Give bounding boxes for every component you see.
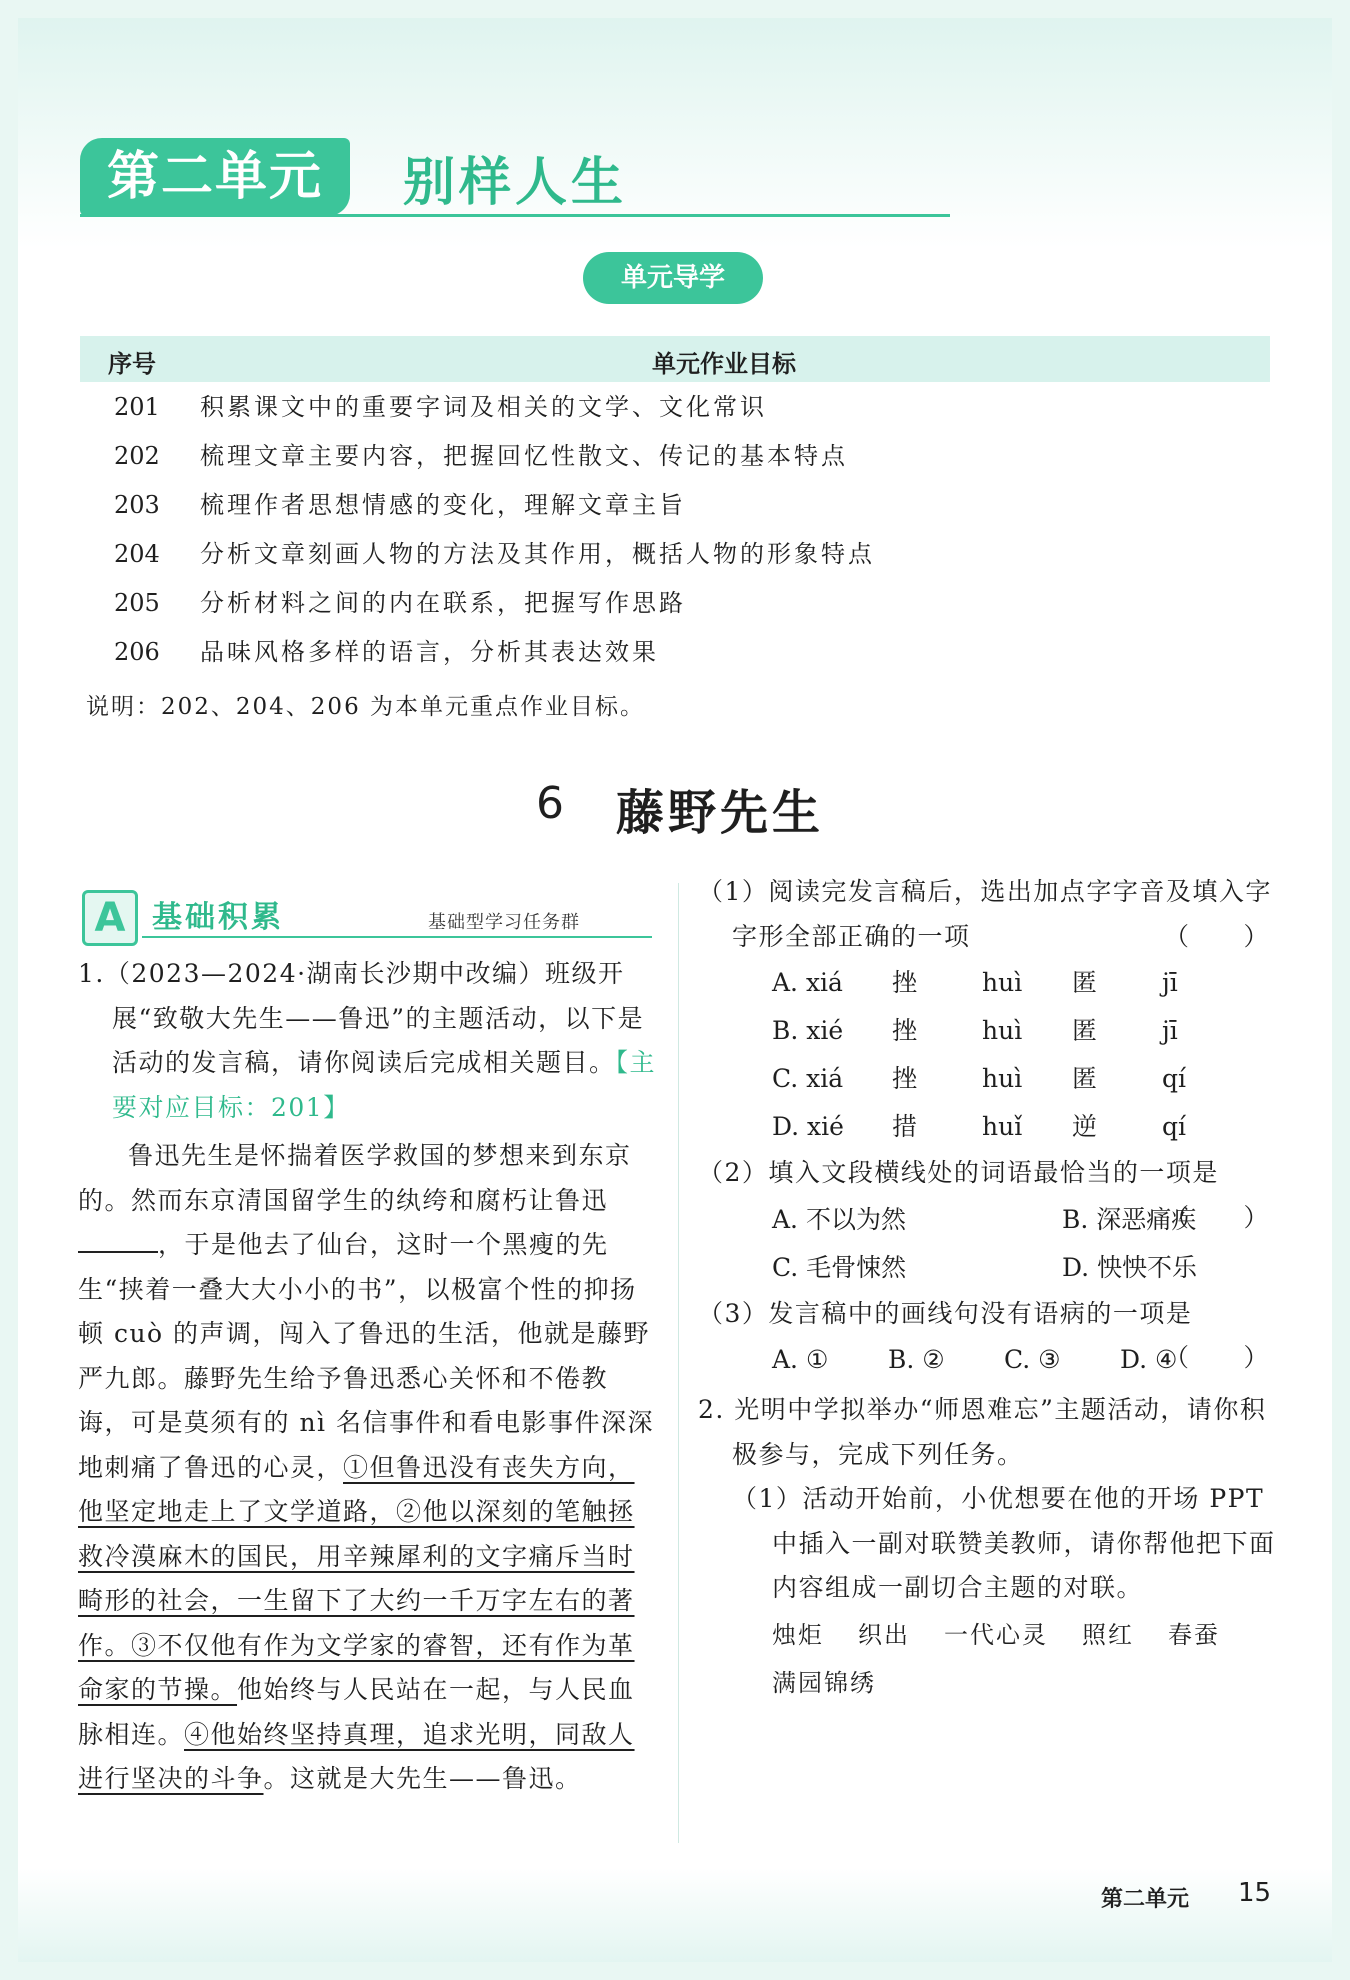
option-cell: huì [982, 1016, 1023, 1045]
footer-unit: 第二单元 [1101, 1887, 1190, 1912]
unit-badge: 第二单元 [80, 138, 350, 216]
column-divider [678, 883, 679, 1843]
fill-blank[interactable] [78, 1229, 158, 1253]
option-cell: huì [982, 1064, 1023, 1093]
couplet-word: 满园锦绣 [772, 1668, 876, 1697]
question-2-subquestion-1: （1）活动开始前，小优想要在他的开场 PPT 中插入一副对联赞美教师，请你帮他把下面内容组成一副切合主题的对联。 [732, 1484, 1276, 1602]
option-cell: huì [982, 968, 1023, 997]
underlined-sentence-1: ①但鲁迅没有丧失方向，他坚定地走上了文学道路， [78, 1452, 635, 1526]
section-subtitle: 基础型学习任务群 [428, 912, 580, 933]
option-grid [698, 1336, 1198, 1384]
table-row [80, 580, 1080, 626]
unit-title: 别样人生 [403, 153, 628, 213]
option-row[interactable] [698, 959, 1278, 1007]
option-cell: 匿 [1072, 1016, 1098, 1045]
subquestion-2-text: （2）填入文段横线处的词语最恰当的一项是 [698, 1158, 1219, 1187]
option-cell: 匿 [1072, 1064, 1098, 1093]
option-b[interactable]: B. ② [888, 1345, 945, 1374]
option-a[interactable]: A. ① [772, 1345, 829, 1374]
row-number: 202 [114, 442, 160, 470]
table-header-goal: 单元作业目标 [652, 350, 796, 378]
row-goal: 分析材料之间的内在联系，把握写作思路 [200, 589, 686, 617]
couplet-words [698, 1611, 1278, 1707]
option-cell: 措 [892, 1112, 918, 1141]
option-b[interactable]: B. 深恶痛疾 [1062, 1204, 1197, 1234]
passage-part-b: ，于是他去了仙台，这时一个黑瘦的先生“挟着一叠大大小小的书”，以极富个性的抑扬顿 cuò 的声调，闯入了鲁迅的生活，他就是藤野严九郎。藤野先生给予鲁迅悉心关怀和不倦教诲，可是莫须有的 nì 名信事件和看电影事件深深地刺痛了鲁迅的心灵， [78, 1230, 654, 1482]
option-label: B. xié [772, 1016, 844, 1045]
row-number: 206 [114, 638, 160, 666]
answer-parentheses[interactable]: （ ） [1163, 1202, 1270, 1232]
table-note: 说明：202、204、206 为本单元重点作业目标。 [86, 694, 646, 720]
answer-parentheses[interactable]: （ ） [1163, 921, 1270, 951]
section-rule [142, 936, 652, 938]
table-row [80, 482, 1080, 528]
unit-guide-pill: 单元导学 [583, 252, 763, 304]
table-header-number: 序号 [108, 350, 156, 378]
subquestion-1-text: （1）阅读完发言稿后，选出加点字字音及填入字字形全部正确的一项 [698, 877, 1272, 951]
couplet-word: 照红 [1082, 1620, 1134, 1649]
objective-tag: 【主要对应目标：201】 [112, 1048, 657, 1122]
option-cell: qí [1162, 1112, 1186, 1141]
section-a-icon: A [82, 890, 138, 946]
workbook-page [18, 18, 1332, 1962]
option-label: A. xiá [772, 968, 843, 997]
option-d[interactable]: D. 怏怏不乐 [1062, 1252, 1198, 1282]
option-label: D. xié [772, 1112, 844, 1141]
option-cell: 挫 [892, 1064, 918, 1093]
question-1-text: 1.（2023—2024·湖南长沙期中改编）班级开展“致敬大先生——鲁迅”的主题活动，以下是活动的发言稿，请你阅读后完成相关题目。 [78, 959, 645, 1077]
row-number: 203 [114, 491, 160, 519]
option-cell: qí [1162, 1064, 1186, 1093]
option-grid [698, 1196, 1198, 1292]
option-c[interactable]: C. ③ [1004, 1345, 1061, 1374]
question-1-intro [78, 952, 658, 1130]
option-row[interactable] [698, 1103, 1278, 1151]
option-c[interactable]: C. 毛骨悚然 [772, 1252, 907, 1282]
table-row [80, 433, 1080, 479]
passage-end: 。这就是大先生——鲁迅。 [263, 1764, 582, 1793]
table-row [80, 531, 1080, 577]
option-d[interactable]: D. ④ [1120, 1345, 1178, 1374]
option-cell: 匿 [1072, 968, 1098, 997]
couplet-word: 烛炬 [772, 1620, 824, 1649]
page-number: 15 [1238, 1878, 1272, 1908]
option-cell: 挫 [892, 968, 918, 997]
passage-middle: 他始终与人民站在一起，与人民血脉相连。 [78, 1675, 635, 1749]
left-column [78, 952, 658, 1802]
option-row[interactable] [698, 1055, 1278, 1103]
option-cell: 挫 [892, 1016, 918, 1045]
lesson-title: 藤野先生 [616, 785, 825, 841]
row-number: 204 [114, 540, 160, 568]
passage-part-a: 鲁迅先生是怀揣着医学救国的梦想来到东京的。然而东京清国留学生的纨绔和腐朽让鲁迅 [78, 1141, 632, 1215]
row-goal: 品味风格多样的语言，分析其表达效果 [200, 638, 659, 666]
question-2-intro: 2. 光明中学拟举办“师恩难忘”主题活动，请你积极参与，完成下列任务。 [698, 1395, 1267, 1469]
underlined-sentence-4: ④他始终坚持真理，追求光明，同敌人进行坚决的斗争 [78, 1719, 635, 1793]
subquestion-1 [698, 870, 1278, 959]
underlined-sentence-2: ②他以深刻的笔触拯救冷漠麻木的国民，用辛辣犀利的文字痛斥当时畸形的社会，一生留下了大约一千万字左右的著作。 [78, 1497, 635, 1660]
option-cell: jī [1162, 968, 1178, 997]
option-a[interactable]: A. 不以为然 [772, 1204, 906, 1234]
answer-parentheses[interactable]: （ ） [1163, 1343, 1270, 1372]
option-label: C. xiá [772, 1064, 844, 1093]
row-number: 201 [114, 393, 160, 421]
couplet-word: 织出 [858, 1620, 910, 1649]
option-row[interactable] [698, 1007, 1278, 1055]
underlined-sentence-3: ③不仅他有作为文学家的睿智，还有作为革命家的节操。 [78, 1630, 635, 1704]
lesson-number: 6 [536, 778, 564, 829]
table-row [80, 629, 1080, 675]
subquestion-3-text: （3）发言稿中的画线句没有语病的一项是 [698, 1298, 1193, 1328]
option-cell: huǐ [982, 1112, 1023, 1141]
table-row [80, 384, 1080, 430]
couplet-word: 春蚕 [1168, 1620, 1220, 1649]
passage [78, 1134, 658, 1802]
option-cell: jī [1162, 1016, 1178, 1045]
row-number: 205 [114, 589, 160, 617]
right-column [698, 870, 1278, 1707]
row-goal: 分析文章刻画人物的方法及其作用，概括人物的形象特点 [200, 540, 875, 568]
row-goal: 梳理文章主要内容，把握回忆性散文、传记的基本特点 [200, 442, 848, 470]
row-goal: 梳理作者思想情感的变化，理解文章主旨 [200, 491, 686, 519]
option-cell: 逆 [1072, 1112, 1098, 1141]
row-goal: 积累课文中的重要字词及相关的文学、文化常识 [200, 393, 767, 421]
couplet-word: 一代心灵 [944, 1620, 1048, 1649]
unit-title-rule [80, 214, 950, 217]
section-title: 基础积累 [152, 900, 284, 935]
